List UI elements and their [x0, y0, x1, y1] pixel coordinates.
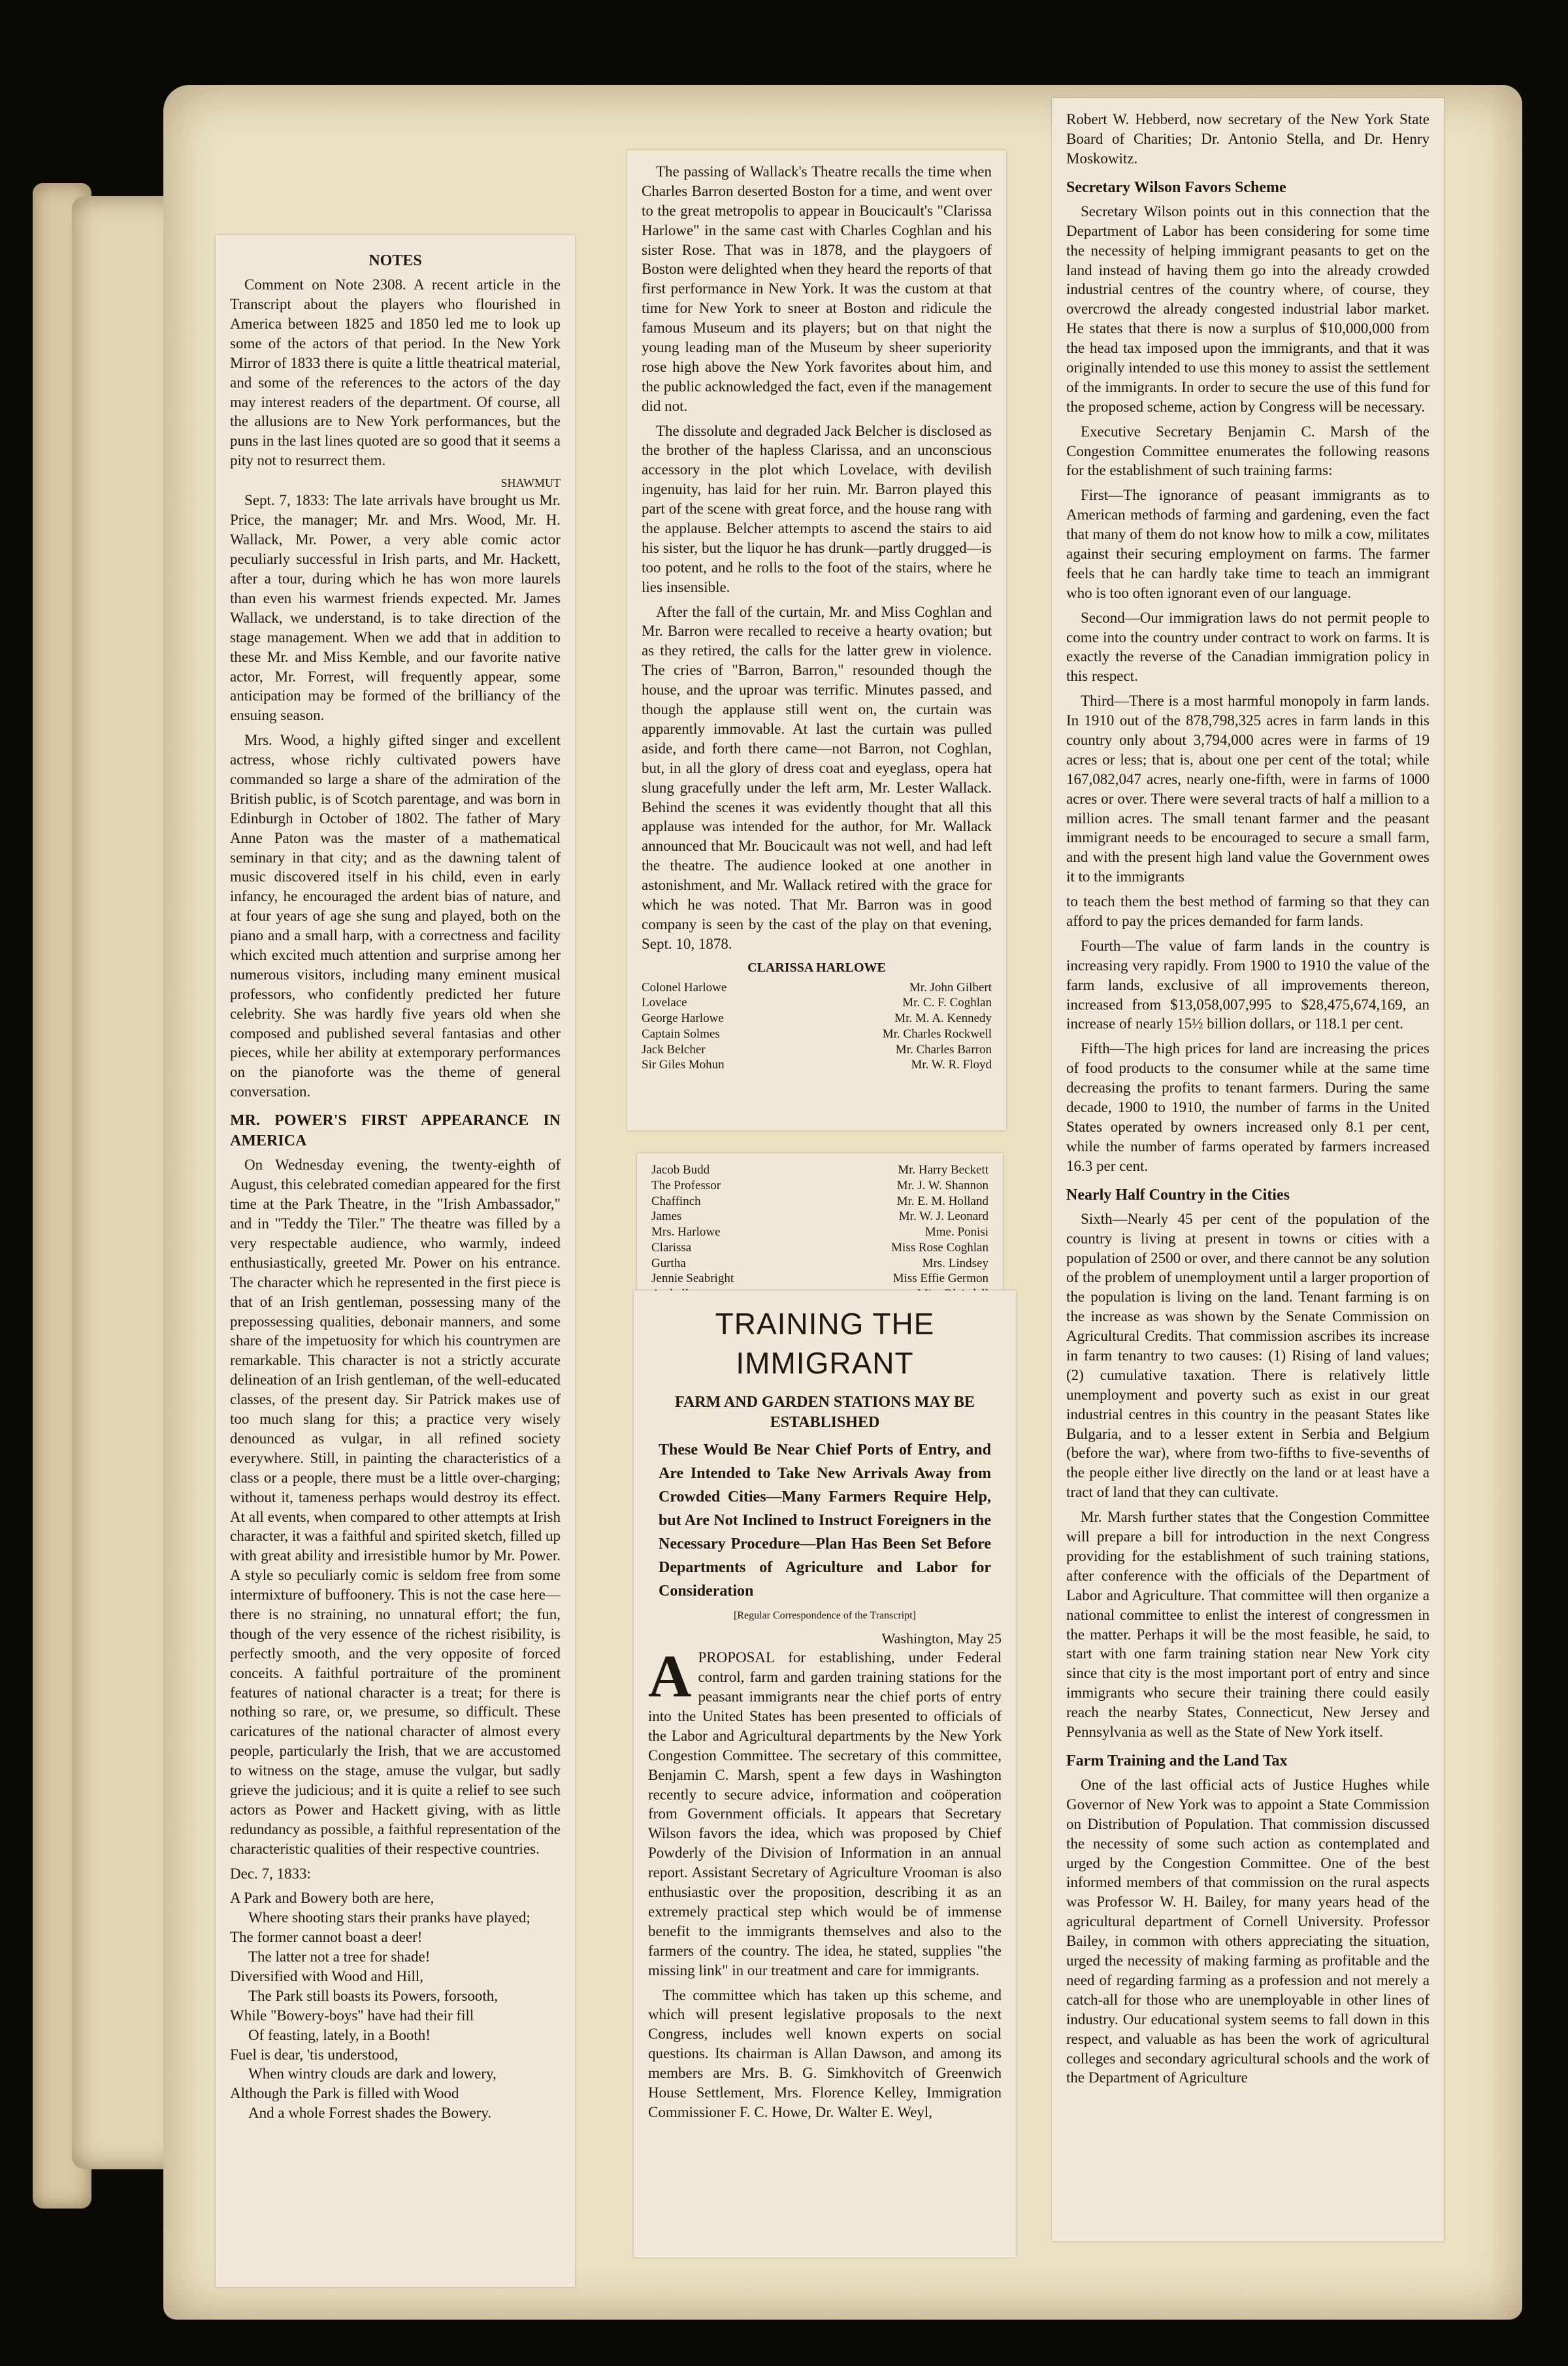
cast-row	[642, 980, 992, 996]
wallack-paragraph: The dissolute and degraded Jack Belcher is disclosed as the brother of the hapless Clarissa, and an unconscious accessory in the plot which Lovelace, with devilish ingenuity, has laid for her ruin. Mr. Barron played this part of the scene with great force, and the house rang with the applause. Belcher attempts to ascend the stairs to aid his sister, but the liquor he has drunk—partly drugged—is too potent, and he rolls to the foot of the stairs, where he lies insensible.	[642, 422, 992, 595]
cast-actor: Mr. M. A. Kennedy	[894, 1011, 992, 1026]
verse-line: When wintry clouds are dark and lowery,	[248, 2065, 497, 2082]
cast-row	[642, 1057, 992, 1073]
cast-actor: Mr. C. F. Coghlan	[902, 996, 992, 1010]
verse-line: The Park still boasts its Powers, forsooth,	[248, 1987, 498, 2004]
cast-actor: Mr. J. W. Shannon	[896, 1178, 988, 1192]
cast-actor: Mr. John Gilbert	[909, 980, 992, 994]
right-paragraph: Mr. Marsh further states that the Congestion Committee will prepare a bill for introduction in the next Congress providing for the establishment of such training stations, after conference with the officials of the Department of Labor and Agriculture. That committee will then organize a national committee to enlist the interest of congressmen in the matter. Perhaps it will be the most feasible, he said, to start with one farm training station near New York city since that city is the most important port of entry and since immigrants who secure their training there could easily reach the nearby States, Connecticut, New Jersey and Pennsylvania as well as the State of New York itself.	[1066, 1509, 1429, 1740]
notes-paragraph: Mrs. Wood, a highly gifted singer and excellent actress, whose richly cultivated powers have commanded so large a share of the admiration of the British public, is of Scotch parentage, and was born in Edinburgh in October of 1802. The father of Mary Anne Paton was the master of a mathematical seminary in that city; and as the dawning talent of music discovered itself in his child, even in early infancy, he encouraged the ardent bias of nature, and at four years of age she sung and played, both on the piano and a small harp, with a correctness and facility which excited much attention and surprise among her numerous visitors, including many eminent musical professors, who confidently predicted her future celebrity. She was hardly five years old when she composed and published several fantasias and other pieces, while her ability at extemporary performances on the pianoforte was the theme of general conversation.	[230, 732, 561, 1100]
right-paragraph: Sixth—Nearly 45 per cent of the population of the country is living at present in towns or cities with a population of 2500 or over, and there cannot be any solution of the problem of unemployment until a larger proportion of the population is living on the land. Tenant farming is on the increase as was shown by the Senate Commission on Agricultural Credits. That commission ascribes its increase in farm tenantry to two causes: (1) Rising of land values; (2) cumulative taxation. There is relatively little unemployment and poverty such as exist in our great industrial centres in this country in the peasant States like Bulgaria, and to a lesser extent in Serbia and Belgium (before the war), where from two-fifths to five-sevenths of the people either live directly on the land or at least have a tract of land that they can cultivate.	[1066, 1210, 1429, 1501]
cast-actor: Mr. W. R. Floyd	[911, 1058, 992, 1072]
cast-row	[651, 1194, 988, 1209]
cast-role: Jacob Budd	[651, 1163, 710, 1177]
wallack-paragraph: After the fall of the curtain, Mr. and Miss Coghlan and Mr. Barron were recalled to receive a hearty ovation; but as they retired, the calls for the latter grew in violence. The cries of "Barron, Barron," resounded though the house, and the uproar was terrific. Minutes passed, and though the applause still went on, the curtain was apparently immovable. At last the curtain was pulled aside, and forth there came—not Barron, not Coghlan, but, in all the glory of dress coat and eyeglass, opera hat slung gracefully under the left arm, Mr. Lester Wallack. Behind the scenes it was evidently thought that all this applause was intended for the author, for Mr. Wallack announced that Mr. Boucicault was not well, and had left the theatre. The audience looked at one another in astonishment, and Mr. Wallack retired with the grace for which he was noted. That Mr. Barron was in good company is seen by the cast of the play on that evening, Sept. 10, 1878.	[642, 603, 992, 952]
notes-clipping	[216, 235, 575, 2287]
cast-actor: Mr. Harry Beckett	[898, 1163, 988, 1177]
notes-verse	[230, 1888, 561, 2123]
training-clipping	[634, 1290, 1016, 2258]
right-subheading: Nearly Half Country in the Cities	[1066, 1186, 1290, 1204]
wallack-clipping	[627, 150, 1006, 1130]
right-paragraph: First—The ignorance of peasant immigrants as to American methods of farming and gardening, even the fact that many of them do not know how to milk a cow, militates against their securing employment on farms. The farmer feels that he can hardly take time to teach an immigrant who is too often ignorant even of our language.	[1066, 487, 1429, 601]
cast-actor: Miss Effie Germon	[892, 1272, 988, 1286]
article-deck: FARM AND GARDEN STATIONS MAY BE ESTABLISHED	[675, 1393, 975, 1431]
verse-line: While "Bowery-boys" have had their fill	[230, 2007, 474, 2024]
cast-row	[651, 1224, 988, 1240]
cast-actor: Miss Rose Coghlan	[891, 1240, 988, 1255]
right-paragraph: Executive Secretary Benjamin C. Marsh of the Congestion Committee enumerates the following reasons for the establishment of such training farms:	[1066, 423, 1429, 479]
verse-line: The former cannot boast a deer!	[230, 1929, 423, 1946]
article-credit: [Regular Correspondence of the Transcript]	[733, 1609, 917, 1621]
wallack-paragraph: The passing of Wallack's Theatre recalls the time when Charles Barron deserted Boston for a time, and went over to the great metropolis to appear in Boucicault's "Clarissa Harlowe" in the same cast with Charles Coghlan and his sister Rose. That was in 1878, and the playgoers of Boston were delighted when they heard the reports of that first performance in New York. It was the custom at that time for New York to sneer at Boston and ridicule the famous Museum and its players; but on that night the young leading man of the Museum by sheer superiority rose high above the New York favorites about him, and the public acknowledged the fact, even if the management did not.	[642, 163, 992, 414]
right-paragraph: to teach them the best method of farming so that they can afford to pay the prices demanded for farm lands.	[1066, 893, 1429, 930]
cast-role: Gurtha	[651, 1256, 686, 1270]
cast-role: George Harlowe	[642, 1011, 724, 1026]
verse-line: And a whole Forrest shades the Bowery.	[248, 2105, 492, 2122]
cast-actor: Mr. Charles Barron	[895, 1042, 992, 1057]
cast-row	[651, 1240, 988, 1256]
cast-row	[651, 1209, 988, 1224]
cast-role: Jack Belcher	[642, 1042, 706, 1057]
cast-role: Jennie Seabright	[651, 1272, 734, 1286]
cast-row	[651, 1178, 988, 1194]
right-paragraph: Secretary Wilson points out in this connection that the Department of Labor has been considering for some time the necessity of helping immigrant peasants to get on the land instead of having them go into the already crowded industrial centres of the country where, of course, they overcrowd the already congested industrial labor market. He states that there is now a surplus of $10,000,000 from the head tax imposed upon the immigrants, and that it was originally intended to use this money to assist the settlement of the immigrants. In order to secure the use of this fund for the proposed scheme, action by Congress will be necessary.	[1066, 203, 1429, 415]
cast-row	[642, 1011, 992, 1027]
notes-signature: SHAWMUT	[500, 476, 561, 490]
notes-date: Dec. 7, 1833:	[230, 1865, 311, 1882]
right-paragraph: Second—Our immigration laws do not permit people to come into the country under contract to work on farms. It is exactly the reverse of the Canadian immigration policy in this respect.	[1066, 609, 1429, 685]
cast-actor: Mr. Charles Rockwell	[882, 1027, 992, 1041]
article-subdeck: These Would Be Near Chief Ports of Entry, and Are Intended to Take New Arrivals Away from Crowded Cities—Many Farmers Require Help, but Are Not Inclined to Instruct Foreigners in the Necessary Procedure—Plan Has Been Set Before Departments of Agriculture and Labor for Consideration	[659, 1441, 991, 1600]
cast-role: Clarissa	[651, 1240, 692, 1255]
cast-actor: Mme. Ponisi	[924, 1225, 988, 1239]
notes-paragraph: Comment on Note 2308. A recent article in the Transcript about the players who flourished in America between 1825 and 1850 led me to look up some of the actors of that period. In the New York Mirror of 1833 there is quite a little theatrical material, and some of the references to the actors of the day may interest readers of the department. Of course, all the allusions are to New York performances, but the puns in the last lines quoted are so good that it seems a pity not to resurrect them.	[230, 276, 561, 469]
verse-line: A Park and Bowery both are here,	[230, 1890, 434, 1907]
verse-line: Of feasting, lately, in a Booth!	[248, 2026, 431, 2043]
right-paragraph: Fourth—The value of farm lands in the country is increasing very rapidly. From 1900 to 1910 the value of the farm lands, exclusive of all improvements thereon, increased from $13,058,007,995 to $28,475,674,169, an increase of nearly 15½ billion dollars, or 118.1 per cent.	[1066, 937, 1429, 1032]
right-clipping	[1052, 98, 1444, 2241]
right-paragraph: Robert W. Hebberd, now secretary of the New York State Board of Charities; Dr. Antonio Stella, and Dr. Henry Moskowitz.	[1066, 111, 1429, 167]
notes-heading: NOTES	[368, 252, 422, 269]
right-paragraph: Fifth—The high prices for land are increasing the prices of food products to the consumer while at the same time decreasing the profits to tenant farmers. During the same decade, 1900 to 1910, the number of farms in the United States operated by owners increased only 8.1 per cent, while the number of farms operated by farmers increased 16.3 per cent.	[1066, 1040, 1429, 1174]
notes-subheading: MR. POWER'S FIRST APPEARANCE IN AMERICA	[230, 1112, 561, 1150]
training-paragraph: The committee which has taken up this scheme, and which will present legislative proposals to the next Congress, includes well known experts on social questions. Its chairman is Allan Dawson, and among its members are Mrs. B. G. Simkhovitch of Greenwich House Settlement, Mrs. Florence Kelley, Immigration Commissioner F. C. Howe, Dr. Walter E. Weyl,	[648, 1986, 1002, 2120]
cast-row	[651, 1162, 988, 1178]
verse-line: Although the Park is filled with Wood	[230, 2085, 459, 2102]
cast-list	[642, 980, 992, 1074]
right-subheading: Secretary Wilson Favors Scheme	[1066, 178, 1286, 196]
cast-row	[642, 995, 992, 1011]
cast-row	[651, 1271, 988, 1287]
cast-role: Captain Solmes	[642, 1027, 720, 1041]
drop-cap: A	[648, 1643, 692, 1710]
article-dateline: Washington, May 25	[881, 1630, 1002, 1647]
notes-paragraph: On Wednesday evening, the twenty-eighth of August, this celebrated comedian appeared for the first time at the Park Theatre, in the "Irish Ambassador," and in "Teddy the Tiler." The theatre was filled by a very respectable audience, who warmly, indeed enthusiastically, greeted Mr. Power on his entrance. The character which he represented in the first piece is that of an Irish gentleman, possessing many of the prepossessing qualities, debonair manners, and some share of the impetuosity for which his countrymen are remarkable. This character is not a strictly accurate delineation of an Irish gentleman, of the well-educated classes, of the present day. Sir Patrick makes use of too much slang for this; a practice very wisely denounced as vulgar, in all refined society everywhere. Still, in painting the characteristics of a class or a people, there must be a little over-charging; without it, tameness perhaps would destroy its effect. At all events, when compared to other attempts at Irish character, it was a faithful and spirited sketch, filled up with great ability and irresistible humor by Mr. Power. A style so peculiarly comic is seldom free from some intermixture of buffoonery. This is not the case here—there is no straining, no unnatural effort; the fun, though of the very essence of the richest risibility, is perfectly smooth, and the very opposite of forced conceits. A faithful portraiture of the prominent features of national character is a treat; for there is nothing so rare, or, we presume, so difficult. These caricatures of the national character of almost every people, particularly the Irish, that we are accustomed to witness on the stage, amuse the vulgar, but sadly grieve the judicious; and it is quite a relief to see such actors as Power and Hackett giving, with as little redundancy as possible, a faithful representation of the characteristic qualities of their respective countries.	[230, 1157, 561, 1857]
cast-role: Mrs. Harlowe	[651, 1225, 721, 1239]
training-paragraph: PROPOSAL for establishing, under Federal control, farm and garden training stations for the peasant immigrants near the chief ports of entry into the United States has been presented to officials of the Labor and Agricultural departments by the New York Congestion Committee. The secretary of this committee, Benjamin C. Marsh, spent a few days in Washington recently to secure advice, information and coöperation from Government officials. It appears that Secretary Wilson favors the idea, which was proposed by Chief Powderly of the Division of Information in an annual report. Assistant Secretary of Agriculture Vrooman is also enthusiastic over the proposition, describing it as an extremely practical step which would be of immense benefit to the immigrants themselves and also to the farmers of the country. The idea, he stated, supplies "the missing link" in our treatment and care for immigrants.	[648, 1649, 1002, 1979]
article-title: TRAINING THE IMMIGRANT	[715, 1307, 935, 1380]
cast-role: Lovelace	[642, 996, 687, 1010]
cast-role: Colonel Harlowe	[642, 980, 727, 994]
cast-actor: Mr. W. J. Leonard	[898, 1209, 988, 1224]
cast-title: CLARISSA HARLOWE	[747, 960, 886, 975]
notes-paragraph: Sept. 7, 1833: The late arrivals have brought us Mr. Price, the manager; Mr. and Mrs. Wood, Mr. H. Wallack, Mr. Power, a very able comic actor peculiarly successful in Irish parts, and Mr. Hackett, after a tour, during which he has won more laurels than even his warmest friends expected. Mr. James Wallack, we understand, is to take direction of the stage management. When we add that in addition to these Mr. and Miss Kemble, and our favorite native actor, Mr. Forrest, will frequently appear, some anticipation may be formed of the brilliancy of the ensuing season.	[230, 492, 561, 724]
verse-line: Where shooting stars their pranks have played;	[248, 1909, 531, 1926]
cast-role: The Professor	[651, 1178, 721, 1192]
verse-line: Diversified with Wood and Hill,	[230, 1967, 424, 1984]
cast-role: Chaffinch	[651, 1194, 701, 1208]
right-paragraph: Third—There is a most harmful monopoly in farm lands. In 1910 out of the 878,798,325 acres in farm lands in this country only about 3,794,000 acres were in farms of 19 acres or less; that is, about one per cent of the total; while 167,082,047 acres, nearly one-fifth, were in farms of 1000 acres or over. There were several tracts of half a million to a million acres. The small tenant farmer and the peasant immigrant needs to be encouraged to secure a small farm, and with the present high land value the Government owes it to the immigrants	[1066, 693, 1429, 885]
cast-actor: Mrs. Lindsey	[922, 1256, 988, 1270]
right-paragraph: One of the last official acts of Justice Hughes while Governor of New York was to appoint a State Commission on Distribution of Population. That commission discussed the necessity of some such action as contemplated and urged by the Congestion Committee. One of the best informed members of that commission on the rural aspects was Professor W. H. Bailey, for many years head of the agricultural department of Cornell University. Professor Bailey, in common with others appreciating the situation, urged the necessity of making farming as profitable and the need of regarding farming as a profession and not merely a catch-all for those who are unemployable in other lines of industry. Our educational system seems to fall down in this respect, and valuable as has been the work of agricultural colleges and secondary agricultural schools and the work of the Department of Agriculture	[1066, 1777, 1429, 2086]
cast-row	[651, 1256, 988, 1272]
cast-actor: Mr. E. M. Holland	[896, 1194, 988, 1208]
cast-role: Sir Giles Mohun	[642, 1058, 725, 1072]
cast-row	[642, 1027, 992, 1042]
verse-line: The latter not a tree for shade!	[248, 1948, 431, 1965]
right-subheading: Farm Training and the Land Tax	[1066, 1752, 1288, 1769]
cast-role: James	[651, 1209, 682, 1224]
cast-row	[642, 1042, 992, 1058]
verse-line: Fuel is dear, 'tis understood,	[230, 2046, 399, 2063]
